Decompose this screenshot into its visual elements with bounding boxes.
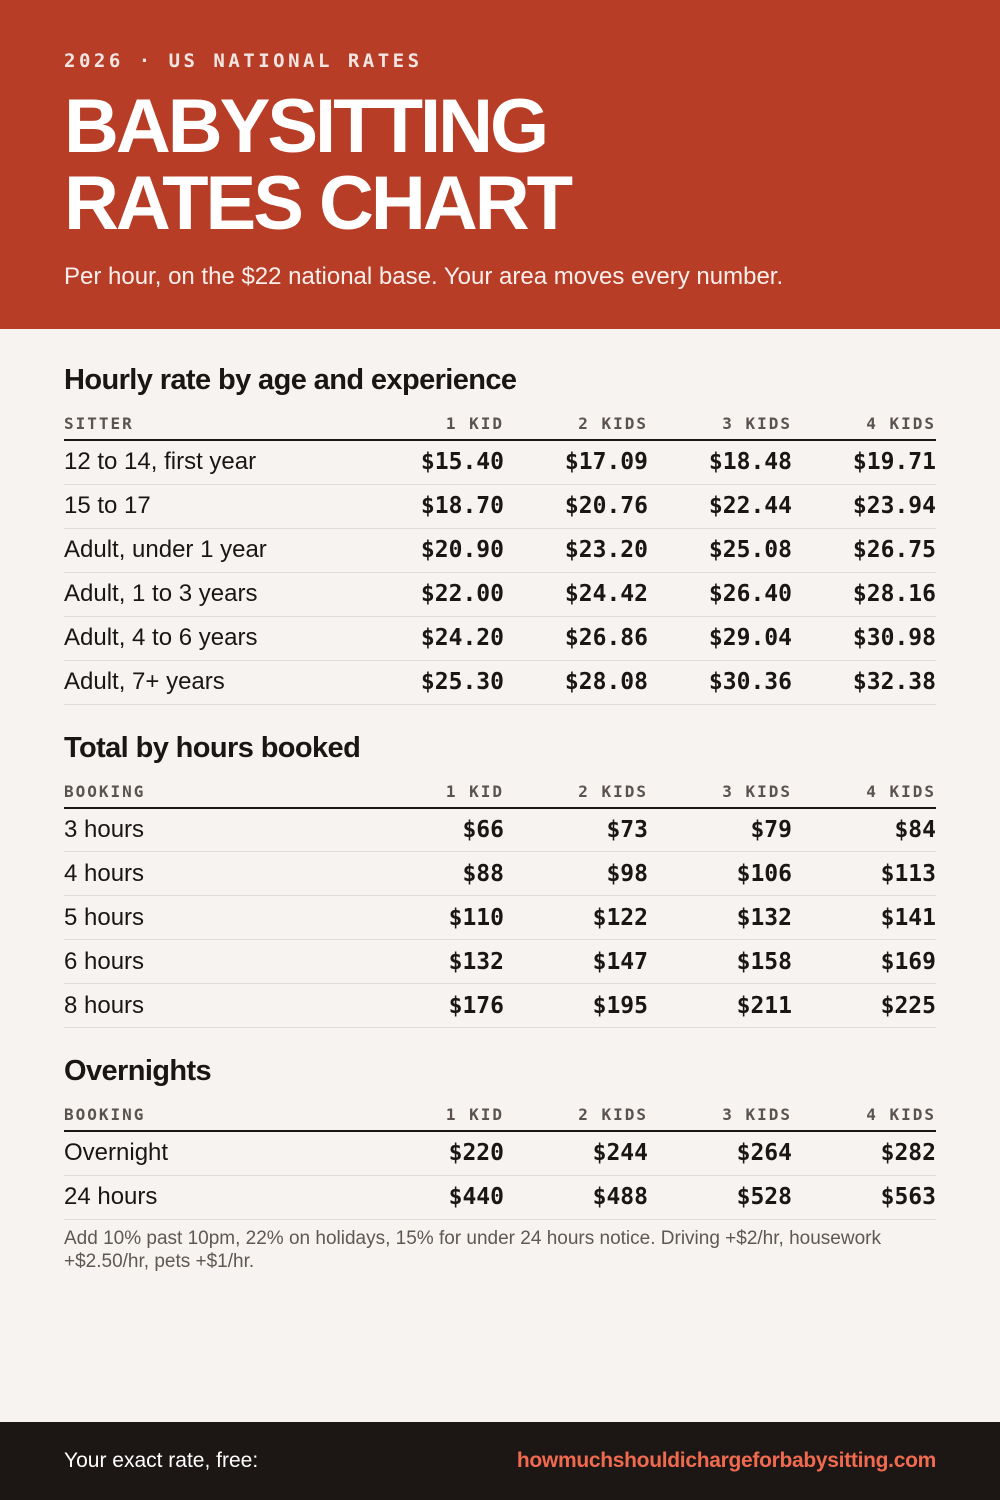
table-row xyxy=(64,940,936,984)
rate-value: $26.75 xyxy=(792,528,936,572)
overnights-table xyxy=(64,1099,936,1220)
row-label: Adult, 7+ years xyxy=(64,660,360,704)
rate-value: $23.94 xyxy=(792,484,936,528)
table-header-row xyxy=(64,1099,936,1131)
rate-value: $24.42 xyxy=(504,572,648,616)
surcharge-note: Add 10% past 10pm, 22% on holidays, 15% for under 24 hours notice. Driving +$2/hr, housework +$2.50/hr, pets +$1/hr. xyxy=(64,1227,881,1272)
rate-value: $169 xyxy=(792,940,936,984)
row-label: 24 hours xyxy=(64,1175,360,1219)
page-title xyxy=(64,84,936,246)
rate-value: $18.48 xyxy=(648,440,792,484)
header-banner xyxy=(0,0,1000,329)
rate-value: $26.86 xyxy=(504,616,648,660)
section-title-overnights: Overnights xyxy=(64,1055,212,1087)
column-header-label: BOOKING xyxy=(64,776,360,808)
rate-value: $25.30 xyxy=(360,660,504,704)
rate-value: $29.04 xyxy=(648,616,792,660)
rate-value: $22.00 xyxy=(360,572,504,616)
footer-bar xyxy=(0,1422,1000,1500)
rate-value: $264 xyxy=(648,1131,792,1175)
column-header-kids: 4 KIDS xyxy=(792,408,936,440)
rate-value: $18.70 xyxy=(360,484,504,528)
rate-value: $132 xyxy=(648,896,792,940)
row-label: Adult, 1 to 3 years xyxy=(64,572,360,616)
table-header-row xyxy=(64,408,936,440)
table-row xyxy=(64,660,936,704)
rate-value: $158 xyxy=(648,940,792,984)
row-label: 3 hours xyxy=(64,808,360,852)
rate-value: $25.08 xyxy=(648,528,792,572)
rate-value: $122 xyxy=(504,896,648,940)
table-header-row xyxy=(64,776,936,808)
rate-value: $141 xyxy=(792,896,936,940)
rate-value: $211 xyxy=(648,984,792,1028)
rate-value: $73 xyxy=(504,808,648,852)
column-header-kids: 3 KIDS xyxy=(648,776,792,808)
rate-value: $84 xyxy=(792,808,936,852)
column-header-kids: 2 KIDS xyxy=(504,408,648,440)
table-row xyxy=(64,1175,936,1219)
table-row xyxy=(64,616,936,660)
page-title-line-2: RATES CHART xyxy=(64,161,571,246)
rate-value: $79 xyxy=(648,808,792,852)
rate-value: $28.08 xyxy=(504,660,648,704)
rate-value: $20.76 xyxy=(504,484,648,528)
table-row xyxy=(64,808,936,852)
rate-value: $28.16 xyxy=(792,572,936,616)
table-row xyxy=(64,528,936,572)
table-row xyxy=(64,896,936,940)
rate-value: $147 xyxy=(504,940,648,984)
eyebrow-label: 2026 · US NATIONAL RATES xyxy=(64,50,423,72)
column-header-kids: 3 KIDS xyxy=(648,408,792,440)
rate-value: $244 xyxy=(504,1131,648,1175)
rate-value: $98 xyxy=(504,852,648,896)
rate-value: $110 xyxy=(360,896,504,940)
column-header-label: SITTER xyxy=(64,408,360,440)
rate-value: $106 xyxy=(648,852,792,896)
rate-value: $176 xyxy=(360,984,504,1028)
table-row xyxy=(64,484,936,528)
rate-value: $220 xyxy=(360,1131,504,1175)
main-content xyxy=(0,364,1000,1273)
rate-value: $282 xyxy=(792,1131,936,1175)
row-label: 8 hours xyxy=(64,984,360,1028)
rate-value: $24.20 xyxy=(360,616,504,660)
rate-value: $22.44 xyxy=(648,484,792,528)
table-row xyxy=(64,852,936,896)
hourly-rate-table xyxy=(64,408,936,705)
column-header-kids: 4 KIDS xyxy=(792,1099,936,1131)
rate-value: $225 xyxy=(792,984,936,1028)
rate-value: $440 xyxy=(360,1175,504,1219)
rate-value: $20.90 xyxy=(360,528,504,572)
row-label: Adult, 4 to 6 years xyxy=(64,616,360,660)
table-row xyxy=(64,440,936,484)
rate-value: $195 xyxy=(504,984,648,1028)
rate-value: $563 xyxy=(792,1175,936,1219)
rate-value: $88 xyxy=(360,852,504,896)
column-header-kids: 1 KID xyxy=(360,1099,504,1131)
row-label: Adult, under 1 year xyxy=(64,528,360,572)
rate-value: $26.40 xyxy=(648,572,792,616)
column-header-kids: 1 KID xyxy=(360,408,504,440)
table-row xyxy=(64,572,936,616)
row-label: 12 to 14, first year xyxy=(64,440,360,484)
rate-value: $113 xyxy=(792,852,936,896)
section-title-hourly: Hourly rate by age and experience xyxy=(64,364,517,396)
table-row xyxy=(64,1131,936,1175)
rate-value: $528 xyxy=(648,1175,792,1219)
total-hours-table xyxy=(64,776,936,1029)
row-label: 5 hours xyxy=(64,896,360,940)
rate-value: $32.38 xyxy=(792,660,936,704)
column-header-label: BOOKING xyxy=(64,1099,360,1131)
rate-value: $23.20 xyxy=(504,528,648,572)
row-label: 15 to 17 xyxy=(64,484,360,528)
rate-value: $30.98 xyxy=(792,616,936,660)
rate-value: $17.09 xyxy=(504,440,648,484)
rate-value: $66 xyxy=(360,808,504,852)
column-header-kids: 1 KID xyxy=(360,776,504,808)
page-title-line-1: BABYSITTING xyxy=(64,84,547,169)
footer-label: Your exact rate, free: xyxy=(64,1449,259,1472)
rate-value: $19.71 xyxy=(792,440,936,484)
column-header-kids: 4 KIDS xyxy=(792,776,936,808)
rate-value: $132 xyxy=(360,940,504,984)
row-label: 4 hours xyxy=(64,852,360,896)
row-label: 6 hours xyxy=(64,940,360,984)
column-header-kids: 2 KIDS xyxy=(504,1099,648,1131)
table-row xyxy=(64,984,936,1028)
section-title-totals: Total by hours booked xyxy=(64,731,361,764)
page-subtitle: Per hour, on the $22 national base. Your area moves every number. xyxy=(64,263,784,290)
rate-value: $30.36 xyxy=(648,660,792,704)
rate-value: $488 xyxy=(504,1175,648,1219)
column-header-kids: 3 KIDS xyxy=(648,1099,792,1131)
rate-value: $15.40 xyxy=(360,440,504,484)
website-link[interactable]: howmuchshouldichargeforbabysitting.com xyxy=(516,1449,936,1472)
column-header-kids: 2 KIDS xyxy=(504,776,648,808)
row-label: Overnight xyxy=(64,1131,360,1175)
